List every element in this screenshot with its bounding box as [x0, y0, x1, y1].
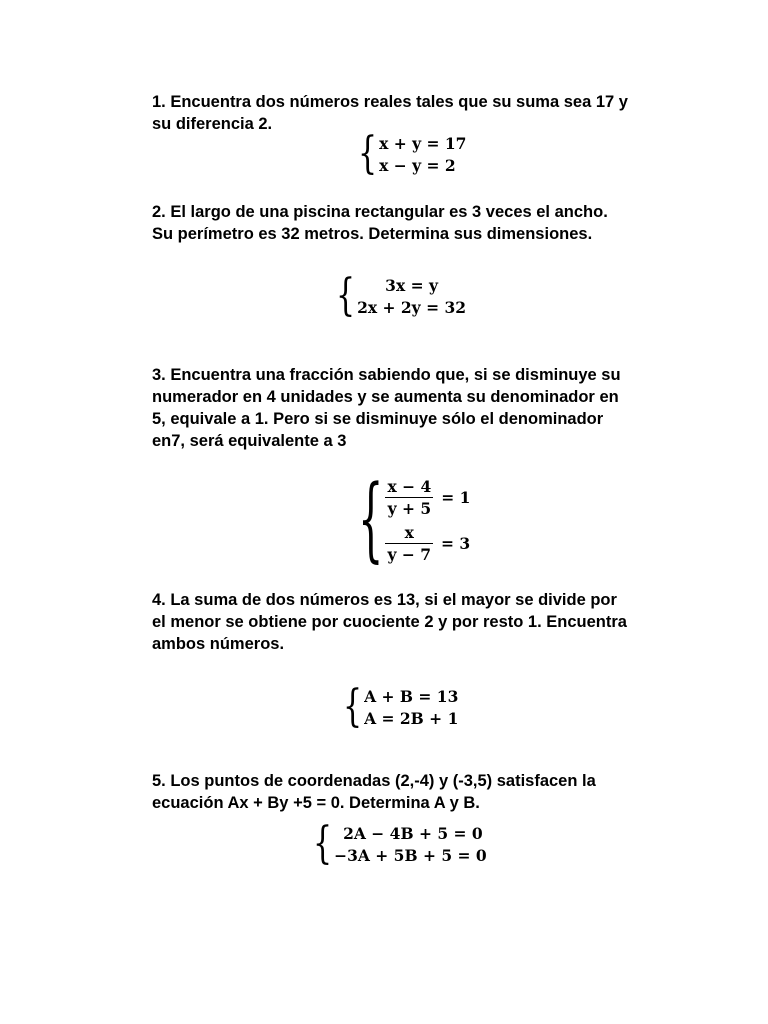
equation-2: 2x + 2y = 32	[357, 298, 467, 317]
left-brace: {	[358, 128, 378, 180]
equation-2	[385, 520, 470, 566]
denominator: y + 5	[387, 498, 432, 518]
problem-5-system	[313, 818, 487, 870]
right-hand-side: = 1	[441, 487, 471, 507]
denominator: y − 7	[387, 544, 432, 564]
equation-2: x − y = 2	[379, 156, 456, 175]
problem-5-statement: 5. Los puntos de coordenadas (2,-4) y (-3,5) satisfacen la ecuación Ax + By +5 = 0. Determina A y B.	[152, 772, 596, 812]
problem-1-statement: 1. Encuentra dos números reales tales que su suma sea 17 y su diferencia 2.	[152, 93, 628, 133]
left-brace: {	[313, 818, 333, 870]
numerator: x − 4	[387, 476, 432, 496]
problem-3-statement: 3. Encuentra una fracción sabiendo que, si se disminuye su numerador en 4 unidades y se aumenta su denominador en 5, equivale a 1. Pero si se disminuye sólo el denominador en7, será equivalente a 3	[152, 366, 621, 450]
problem-2-statement: 2. El largo de una piscina rectangular es 3 veces el ancho. Su perímetro es 32 metros. Determina sus dimensiones.	[152, 203, 608, 243]
equation-2: −3A + 5B + 5 = 0	[334, 846, 487, 865]
fraction	[385, 522, 433, 565]
equation-1	[385, 474, 470, 520]
fraction	[385, 476, 433, 519]
equation-1: A + B = 13	[364, 687, 459, 706]
problem-3-system	[358, 467, 471, 573]
equation-1: 3x = y	[385, 276, 438, 295]
problem-4-statement: 4. La suma de dos números es 13, si el mayor se divide por el menor se obtiene por cuociente 2 y por resto 1. Encuentra ambos números.	[152, 591, 627, 653]
numerator: x	[404, 522, 414, 542]
problem-1-system	[358, 128, 467, 180]
left-brace: {	[336, 270, 356, 322]
left-brace: {	[358, 467, 384, 573]
equation-1: 2A − 4B + 5 = 0	[343, 824, 483, 843]
problem-2-system	[336, 270, 467, 322]
equation-2: A = 2B + 1	[364, 709, 459, 728]
right-hand-side: = 3	[441, 533, 471, 553]
equation-1: x + y = 17	[379, 134, 467, 153]
left-brace: {	[343, 681, 363, 733]
problem-4-system	[343, 681, 459, 733]
